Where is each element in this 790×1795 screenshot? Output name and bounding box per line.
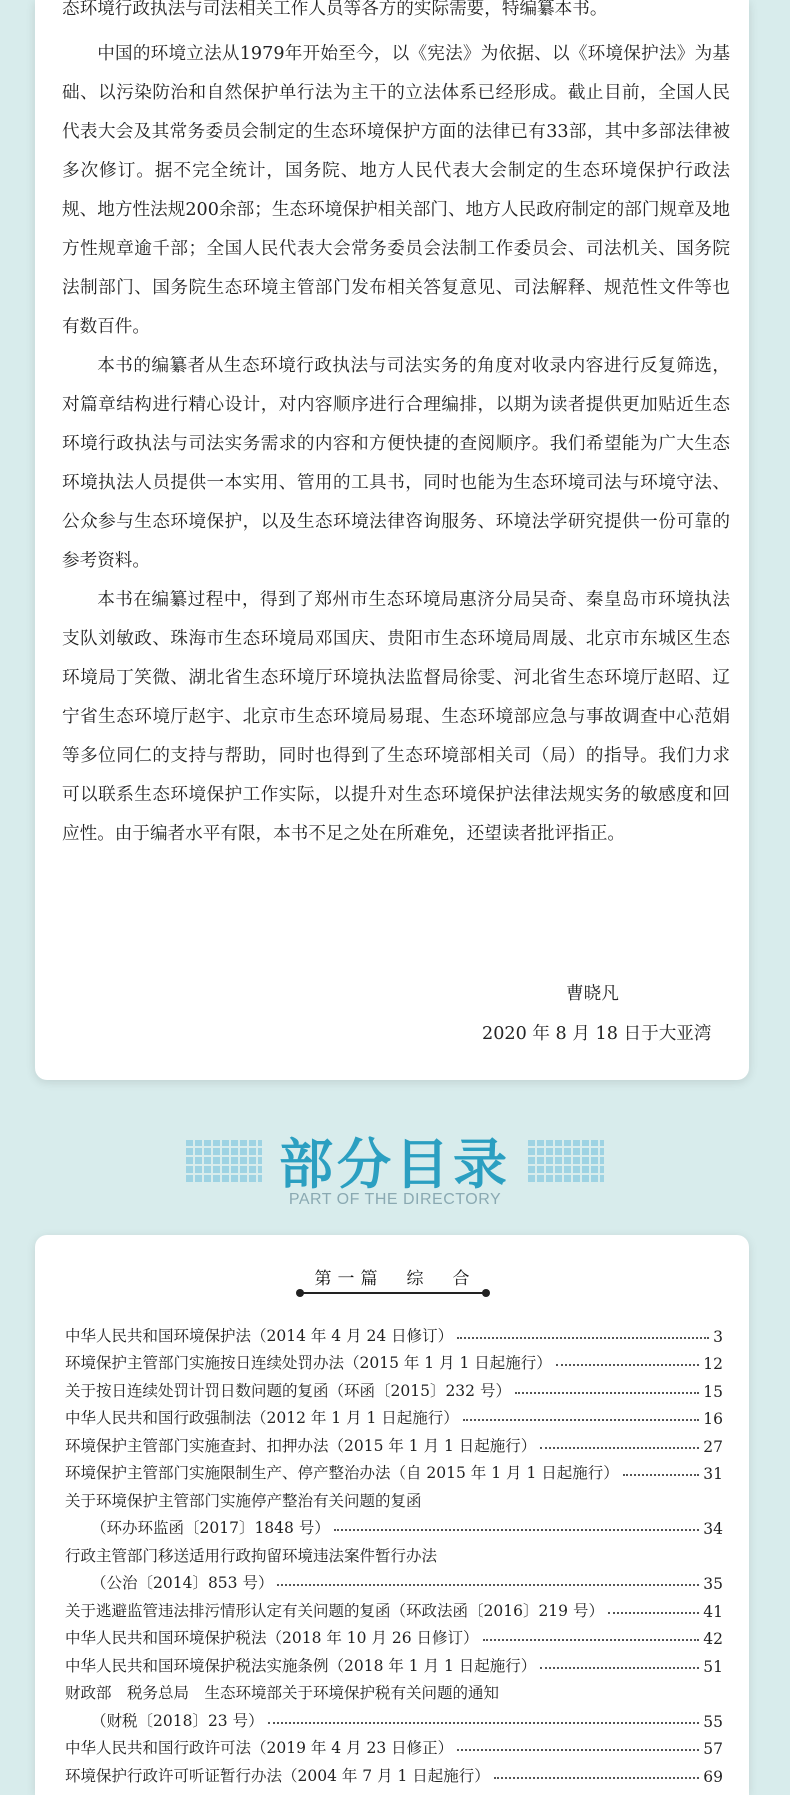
- part-heading: 第一篇 综 合: [314, 1269, 476, 1289]
- toc-entry[interactable]: [65, 1566, 723, 1594]
- toc-entry-title: 中华人民共和国环境保护税法（2018 年 10 月 26 日修订）: [65, 1629, 479, 1647]
- toc-entry[interactable]: [65, 1648, 723, 1676]
- toc-entry-page: 3: [713, 1327, 723, 1346]
- toc-entry[interactable]: [65, 1456, 723, 1484]
- toc-leader-dots: [494, 1777, 699, 1779]
- toc-entry-title: 行政主管部门移送适用行政拘留环境违法案件暂行办法: [65, 1546, 438, 1565]
- toc-entry[interactable]: [65, 1676, 723, 1704]
- toc-leader-dots: [540, 1447, 699, 1449]
- toc-entry-title: 中华人民共和国行政强制法（2012 年 1 月 1 日起施行）: [65, 1409, 459, 1427]
- toc-entry-page: 15: [703, 1382, 723, 1401]
- toc-entry[interactable]: [65, 1346, 723, 1374]
- toc-entry-page: 12: [703, 1355, 723, 1373]
- toc-leader-dots: [540, 1667, 699, 1669]
- toc-entry-page: 41: [703, 1602, 723, 1621]
- toc-leader-dots: [268, 1722, 700, 1724]
- toc-entry[interactable]: [65, 1538, 723, 1566]
- toc-entry-page: 69: [703, 1767, 723, 1786]
- toc-entry-title: 关于逃避监管违法排污情形认定有关问题的复函（环政法函〔2016〕219 号）: [65, 1601, 604, 1620]
- toc-leader-dots: [483, 1639, 700, 1641]
- toc-entry-page: 27: [703, 1437, 723, 1456]
- toc-leader-dots: [334, 1529, 699, 1531]
- toc-leader-dots: [463, 1419, 699, 1421]
- toc-entry[interactable]: [65, 1593, 723, 1621]
- preface-date: 2020 年 8 月 18 日于大亚湾: [482, 1024, 712, 1044]
- toc-entry-title: 关于按日连续处罚计罚日数问题的复函（环函〔2015〕232 号）: [65, 1381, 511, 1400]
- section-title: [0, 1122, 790, 1199]
- toc-entry-title: 中华人民共和国行政许可法（2019 年 4 月 23 日修正）: [65, 1739, 454, 1757]
- toc-entry-title: 环境保护主管部门实施按日连续处罚办法（2015 年 1 月 1 日起施行）: [65, 1354, 552, 1372]
- toc-entry[interactable]: [65, 1483, 723, 1511]
- preface-author: 曹晓凡: [566, 984, 619, 1004]
- toc-entry-page: 35: [703, 1575, 723, 1593]
- toc-leader-dots: [556, 1364, 699, 1366]
- toc-leader-dots: [608, 1612, 699, 1614]
- toc-entry[interactable]: [65, 1401, 723, 1429]
- preface-paragraph: 态环境行政执法与司法相关工作人员等各方的实际需要，特编纂本书。: [62, 0, 608, 19]
- toc-entry-title: 关于环境保护主管部门实施停产整治有关问题的复函: [65, 1491, 422, 1510]
- toc-entry[interactable]: [65, 1621, 723, 1649]
- section-subtitle: PART OF THE DIRECTORY: [288, 1191, 502, 1208]
- toc-entry-title: （环办环监函〔2017〕1848 号）: [91, 1519, 330, 1537]
- toc-entry-page: 16: [703, 1410, 723, 1428]
- toc-entry-title: 环境保护行政许可听证暂行办法（2004 年 7 月 1 日起施行）: [65, 1766, 490, 1785]
- grid-decoration-left: [186, 1140, 262, 1182]
- toc-entry-page: 55: [703, 1712, 723, 1731]
- preface-paragraph: 中国的环境立法从1979年开始至今，以《宪法》为依据、以《环境保护法》为基础、以污染防治和自然保护单行法为主干的立法体系已经形成。截止目前，全国人民代表大会及其常务委员会制定的生态环境保护方面的法律已有33部，其中多部法律被多次修订。据不完全统计，国务院、地方人民代表大会制定的生态环境保护行政法规、地方性法规200余部；生态环境保护相关部门、地方人民政府制定的部门规章及地方性规章逾千部；全国人民代表大会常务委员会法制工作委员会、司法机关、国务院法制部门、国务院生态环境主管部门发布相关答复意见、司法解释、规范性文件等也有数百件。: [62, 44, 730, 337]
- preface-paragraph: 本书在编纂过程中，得到了郑州市生态环境局惠济分局吴奇、秦皇岛市环境执法支队刘敏政、珠海市生态环境局邓国庆、贵阳市生态环境局周晟、北京市东城区生态环境局丁笑微、湖北省生态环境厅环境执法监督局徐雯、河北省生态环境厅赵昭、辽宁省生态环境厅赵宇、北京市生态环境局易琨、生态环境部应急与事故调查中心范娟等多位同仁的支持与帮助，同时也得到了生态环境部相关司（局）的指导。我们力求可以联系生态环境保护工作实际，以提升对生态环境保护法律法规实务的敏感度和回应性。由于编者水平有限，本书不足之处在所难免，还望读者批评指正。: [62, 590, 730, 844]
- toc-entry-title: 环境保护主管部门实施查封、扣押办法（2015 年 1 月 1 日起施行）: [65, 1436, 537, 1455]
- toc-entry-title: 环境保护主管部门实施限制生产、停产整治办法（自 2015 年 1 月 1 日起施行）: [65, 1464, 619, 1482]
- toc-entry-page: 31: [703, 1465, 723, 1483]
- toc-leader-dots: [457, 1749, 699, 1751]
- toc-entry-title: 财政部 税务总局 生态环境部关于环境保护税有关问题的通知: [65, 1684, 500, 1702]
- toc-entry-title: （财税〔2018〕23 号）: [91, 1711, 264, 1730]
- toc-entry-page: 42: [703, 1630, 723, 1648]
- toc-entry[interactable]: [65, 1428, 723, 1456]
- toc-leader-dots: [457, 1337, 709, 1339]
- preface-paragraph: 本书的编纂者从生态环境行政执法与司法实务的角度对收录内容进行反复筛选，对篇章结构进行精心设计，对内容顺序进行合理编排，以期为读者提供更加贴近生态环境行政执法与司法实务需求的内容和方便快捷的查阅顺序。我们希望能为广大生态环境执法人员提供一本实用、管用的工具书，同时也能为生态环境司法与环境守法、公众参与生态环境保护，以及生态环境法律咨询服务、环境法学研究提供一份可靠的参考资料。: [62, 356, 730, 571]
- toc-leader-dots: [515, 1392, 699, 1394]
- part-heading-underline: [300, 1292, 486, 1294]
- toc-entry-title: 中华人民共和国环境保护税法实施条例（2018 年 1 月 1 日起施行）: [65, 1656, 537, 1675]
- toc-entry-title: 中华人民共和国环境保护法（2014 年 4 月 24 日修订）: [65, 1326, 454, 1345]
- toc-entry[interactable]: [65, 1373, 723, 1401]
- toc-entry-page: 34: [703, 1520, 723, 1538]
- toc-entry-page: 51: [703, 1657, 723, 1676]
- preface-text: [62, 0, 730, 854]
- toc-entry-title: （公治〔2014〕853 号）: [91, 1574, 274, 1592]
- toc-leader-dots: [277, 1584, 699, 1586]
- toc-entry[interactable]: [65, 1511, 723, 1539]
- grid-decoration-right: [528, 1140, 604, 1182]
- toc-entry[interactable]: [65, 1703, 723, 1731]
- toc-entry[interactable]: [65, 1318, 723, 1346]
- toc-list: [65, 1318, 723, 1786]
- section-title-text: 部分目录: [279, 1133, 511, 1196]
- toc-entry-page: 57: [703, 1740, 723, 1758]
- toc-entry[interactable]: [65, 1731, 723, 1759]
- toc-leader-dots: [623, 1474, 700, 1476]
